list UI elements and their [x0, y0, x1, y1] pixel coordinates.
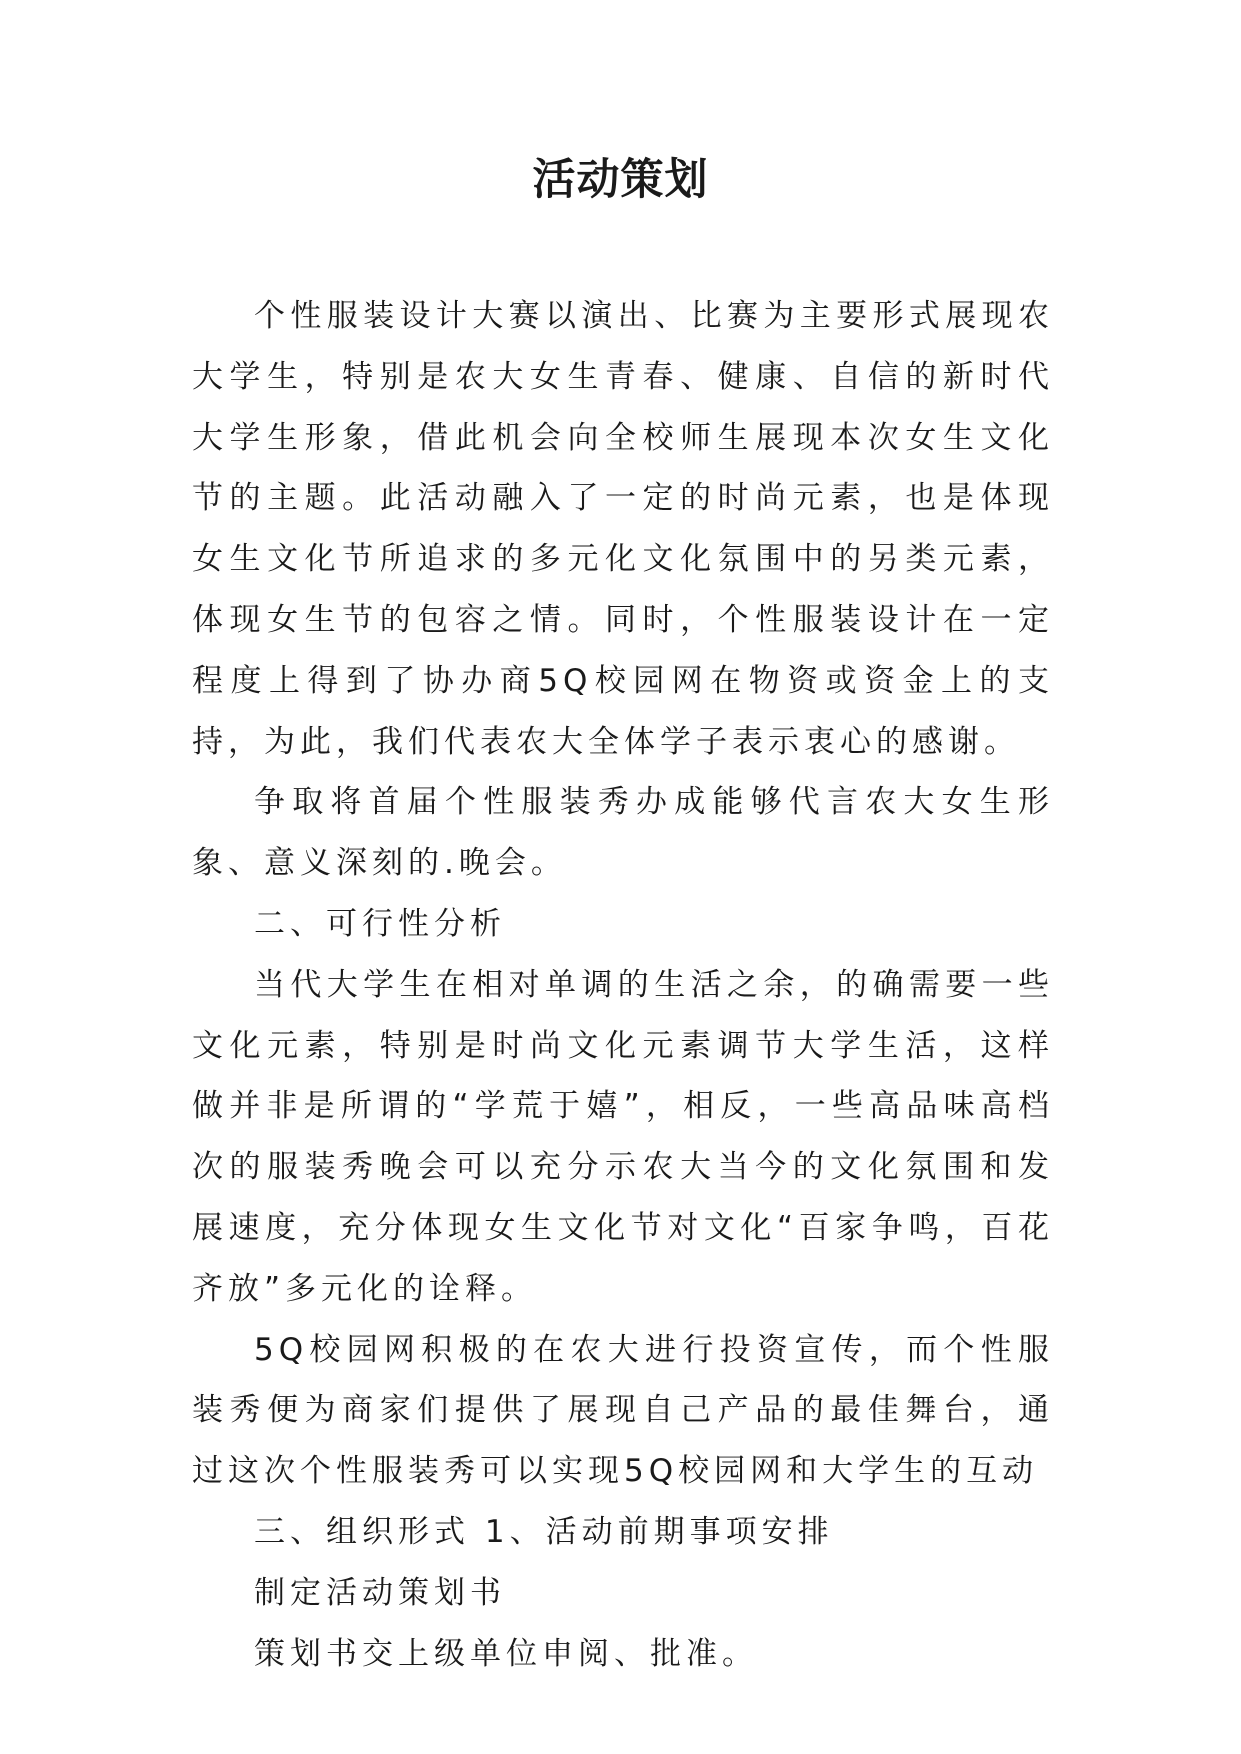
document-body	[192, 286, 1054, 1684]
section-heading-organization: 三、组织形式 1、活动前期事项安排	[254, 1513, 834, 1550]
section-heading-feasibility: 二、可行性分析	[254, 905, 506, 942]
paragraph-feasibility: 当代大学生在相对单调的生活之余，的确需要一些文化元素，特别是时尚文化元素调节大学生活，这样做并非是所谓的“学荒于嬉”，相反，一些高品味高档次的服装秀晚会可以充分示农大当今的文化氛围和发展速度，充分体现女生文化节对文化“百家争鸣，百花齐放”多元化的诠释。	[192, 966, 1054, 1307]
document-title: 活动策划	[532, 155, 709, 205]
list-item-plan: 制定活动策划书	[254, 1574, 506, 1611]
list-item-approval: 策划书交上级单位申阅、批准。	[254, 1635, 758, 1672]
paragraph-intro: 个性服装设计大赛以演出、比赛为主要形式展现农大学生，特别是农大女生青春、健康、自信的新时代大学生形象，借此机会向全校师生展现本次女生文化节的主题。此活动融入了一定的时尚元素，也是体现女生文化节所追求的多元化文化氛围中的另类元素，体现女生节的包容之情。同时，个性服装设计在一定程度上得到了协办商5Q校园网在物资或资金上的支持，为此，我们代表农大全体学子表示衷心的感谢。	[192, 298, 1054, 760]
paragraph-goal: 争取将首届个性服装秀办成能够代言农大女生形象、意义深刻的.晚会。	[192, 784, 1054, 882]
paragraph-sponsor: 5Q校园网积极的在农大进行投资宣传，而个性服装秀便为商家们提供了展现自己产品的最佳舞台，通过这次个性服装秀可以实现5Q校园网和大学生的互动	[192, 1331, 1054, 1490]
